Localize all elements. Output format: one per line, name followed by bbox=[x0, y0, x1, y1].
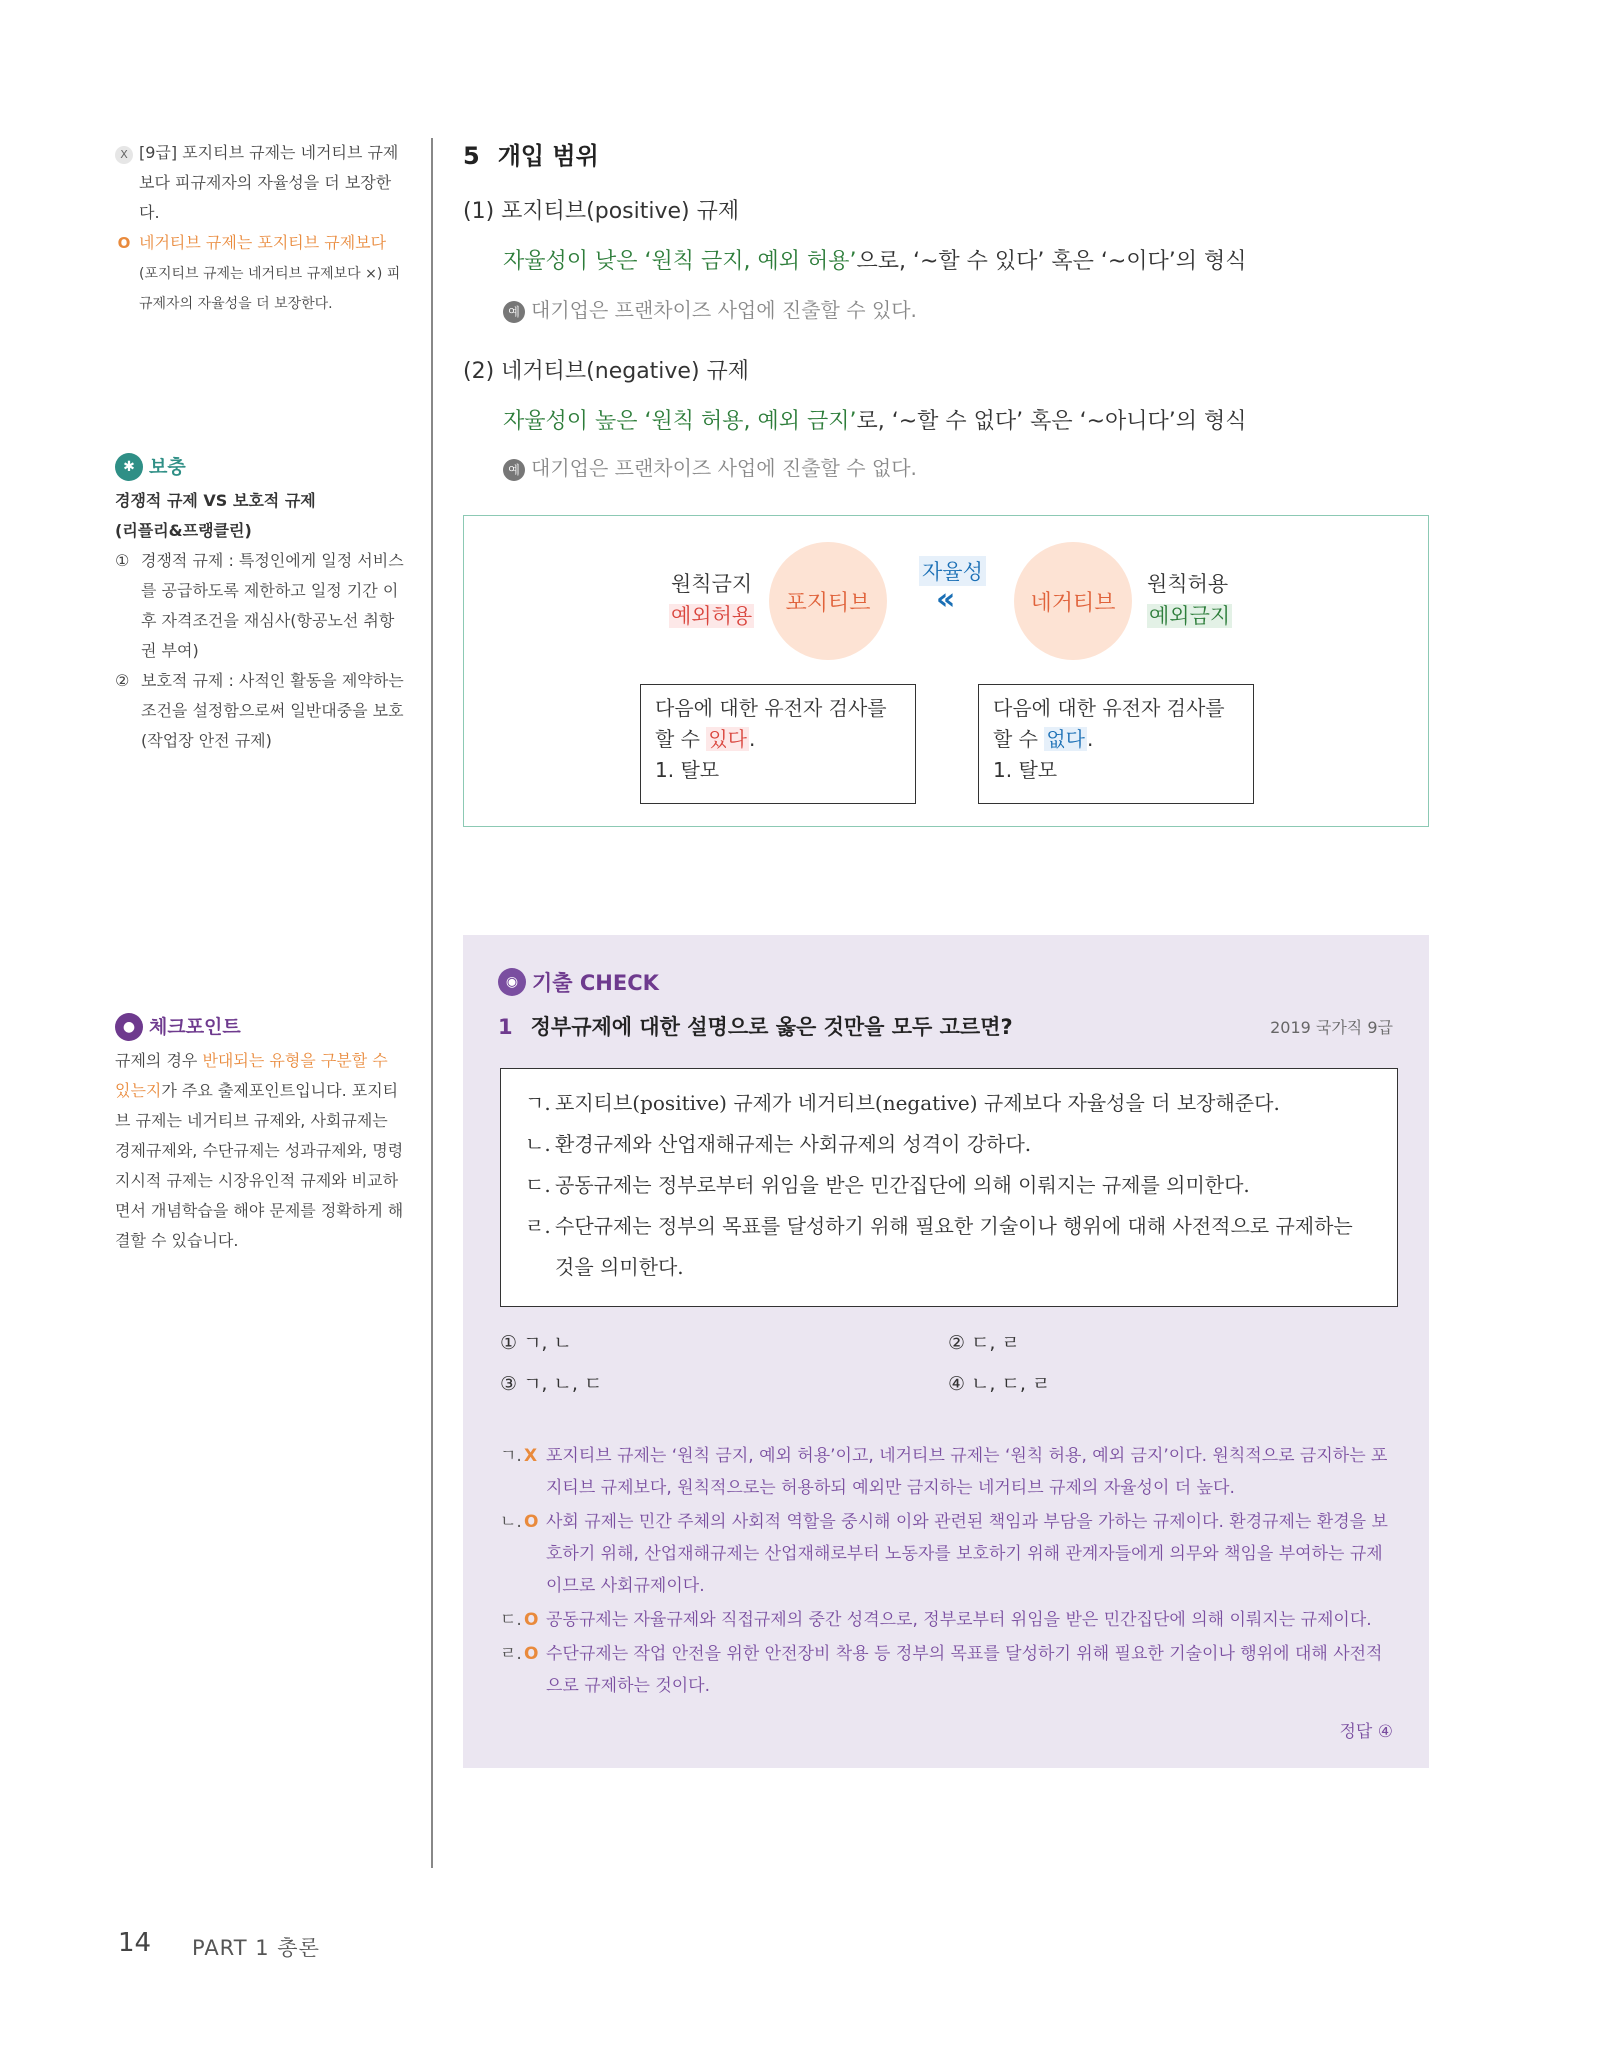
note-subtext: (포지티브 규제는 네거티브 규제보다 ×) 피규제자의 자율성을 더 보장한다. bbox=[139, 266, 401, 312]
example-positive: 예 대기업은 프랜차이즈 사업에 진출할 수 있다. bbox=[503, 294, 917, 323]
example-negative: 예 대기업은 프랜차이즈 사업에 진출할 수 없다. bbox=[503, 452, 917, 481]
purple-pin-icon: ◉ bbox=[498, 968, 526, 996]
explanation-item: ㄴ. O 사회 규제는 민간 주체의 사회적 역할을 중시해 이와 관련된 책임과 부담을 가하는 규제이다. 환경규제는 환경을 보호하기 위해, 산업재해규제는 산업재해로부터 노동자를 보호하기 위해 관계자들에게 의무와 책임을 부여하는 규제이므로 사회규제이다. bbox=[500, 1506, 1398, 1602]
negative-circle: 네거티브 bbox=[1014, 542, 1132, 660]
subheading-positive: (1) 포지티브(positive) 규제 bbox=[463, 199, 740, 224]
example-icon: 예 bbox=[503, 459, 525, 481]
option-1[interactable]: ① ㄱ, ㄴ bbox=[500, 1332, 572, 1354]
purple-badge-icon: ● bbox=[115, 1013, 143, 1041]
o-mark-icon: O bbox=[524, 1644, 539, 1664]
supplement-title: 보충 bbox=[149, 456, 186, 478]
statement: ㄴ. 환경규제와 산업재해규제는 사회규제의 성격이 강하다. bbox=[525, 1132, 1032, 1156]
section-heading: 5 개입 범위 bbox=[463, 142, 599, 170]
o-mark-icon: O bbox=[117, 234, 131, 252]
chevron-left-icon: « bbox=[936, 582, 956, 617]
note-text: [9급] 포지티브 규제는 네거티브 규제보다 피규제자의 자율성을 더 보장한다. bbox=[139, 143, 399, 222]
o-mark-icon: O bbox=[524, 1610, 539, 1630]
statement: ㄹ. 수단규제는 정부의 목표를 달성하기 위해 필요한 기술이나 행위에 대해 사전적으로 규제하는 것을 의미한다. bbox=[525, 1214, 1353, 1279]
supplement-heading: 경쟁적 규제 VS 보호적 규제 bbox=[115, 491, 316, 510]
option-2[interactable]: ② ㄷ, ㄹ bbox=[948, 1332, 1020, 1354]
note-text: 네거티브 규제는 포지티브 규제보다 bbox=[139, 233, 387, 252]
explanation-item: ㄷ. O 공동규제는 자율규제와 직접규제의 중간 성격으로, 정부로부터 위임을 받은 민간집단에 의해 이뤄지는 규제이다. bbox=[500, 1604, 1398, 1636]
definition-negative: 자율성이 높은 ‘원칙 허용, 예외 금지’로, ‘~할 수 없다’ 혹은 ‘~아니다’의 형식 bbox=[503, 409, 1247, 434]
exam-check-panel bbox=[463, 935, 1429, 1768]
option-4[interactable]: ④ ㄴ, ㄷ, ㄹ bbox=[948, 1373, 1051, 1395]
page-number: 14 bbox=[118, 1928, 152, 1958]
question: 1 정부규제에 대한 설명으로 옳은 것만을 모두 고르면? bbox=[498, 1015, 1013, 1039]
explanation-item: ㄹ. O 수단규제는 작업 안전을 위한 안전장비 착용 등 정부의 목표를 달성하기 위해 필요한 기술이나 행위에 대해 사전적으로 규제하는 것이다. bbox=[500, 1638, 1398, 1702]
question-source: 2019 국가직 9급 bbox=[1270, 1018, 1393, 1037]
positive-example-box: 다음에 대한 유전자 검사를 할 수 있다 . 1. 탈모 bbox=[640, 684, 916, 804]
sidebar-note-1 bbox=[115, 138, 405, 228]
positive-circle: 포지티브 bbox=[769, 542, 887, 660]
list-item: ② 보호적 규제 : 사적인 활동을 제약하는 조건을 설정함으로써 일반대중을 보호(작업장 안전 규제) bbox=[115, 671, 404, 750]
regulation-diagram bbox=[463, 515, 1429, 827]
positive-labels: 원칙금지 예외허용 bbox=[671, 572, 753, 628]
check-heading: ◉ 기출 CHECK bbox=[498, 967, 659, 997]
example-icon: 예 bbox=[503, 301, 525, 323]
column-divider bbox=[431, 138, 433, 1868]
answer-key: 정답 ④ bbox=[1339, 1722, 1393, 1742]
part-label: PART 1 총론 bbox=[192, 1936, 320, 1960]
statements-box bbox=[500, 1068, 1398, 1307]
checkpoint-title: 체크포인트 bbox=[149, 1016, 241, 1038]
subheading-negative: (2) 네거티브(negative) 규제 bbox=[463, 359, 750, 384]
x-mark-icon: X bbox=[524, 1446, 538, 1466]
statement: ㄷ. 공동규제는 정부로부터 위임을 받은 민간집단에 의해 이뤄지는 규제를 의미한다. bbox=[525, 1173, 1250, 1197]
supplement-subheading: (리플리&프랭클린) bbox=[115, 521, 252, 540]
checkpoint-box bbox=[115, 1012, 405, 1256]
explanation-item: ㄱ. X 포지티브 규제는 ‘원칙 금지, 예외 허용’이고, 네거티브 규제는 ‘원칙 허용, 예외 금지’이다. 원칙적으로 금지하는 포지티브 규제보다, 원칙적으로는 허용하되 예외만 금지하는 네거티브 규제의 자율성이 더 높다. bbox=[500, 1440, 1398, 1504]
supplement-box bbox=[115, 452, 405, 756]
negative-example-box: 다음에 대한 유전자 검사를 할 수 없다 . 1. 탈모 bbox=[978, 684, 1254, 804]
statement: ㄱ. 포지티브(positive) 규제가 네거티브(negative) 규제보다 자율성을 더 보장해준다. bbox=[525, 1091, 1280, 1115]
explanations bbox=[500, 1440, 1398, 1704]
teal-badge-icon: ✱ bbox=[115, 453, 143, 481]
o-mark-icon: O bbox=[524, 1512, 539, 1532]
option-3[interactable]: ③ ㄱ, ㄴ, ㄷ bbox=[500, 1373, 603, 1395]
definition-positive: 자율성이 낮은 ‘원칙 금지, 예외 허용’으로, ‘~할 수 있다’ 혹은 ‘~이다’의 형식 bbox=[503, 249, 1247, 274]
autonomy-label: 자율성 bbox=[919, 556, 986, 586]
x-mark-icon: X bbox=[115, 146, 133, 164]
sidebar-note-2 bbox=[115, 228, 405, 318]
negative-labels: 원칙허용 예외금지 bbox=[1147, 572, 1231, 628]
checkpoint-text: 규제의 경우 반대되는 유형을 구분할 수 있는지가 주요 출제포인트입니다. 포지티브 규제는 네거티브 규제와, 사회규제는 경제규제와, 수단규제는 성과규제와, 명령지시적 규제는 시장유인적 규제와 비교하면서 개념학습을 해야 문제를 정확하게 해결할 수 있습니다. bbox=[115, 1051, 404, 1250]
list-item: ① 경쟁적 규제 : 특정인에게 일정 서비스를 공급하도록 제한하고 일정 기간 이후 자격조건을 재심사(항공노선 취항권 부여) bbox=[115, 551, 404, 660]
